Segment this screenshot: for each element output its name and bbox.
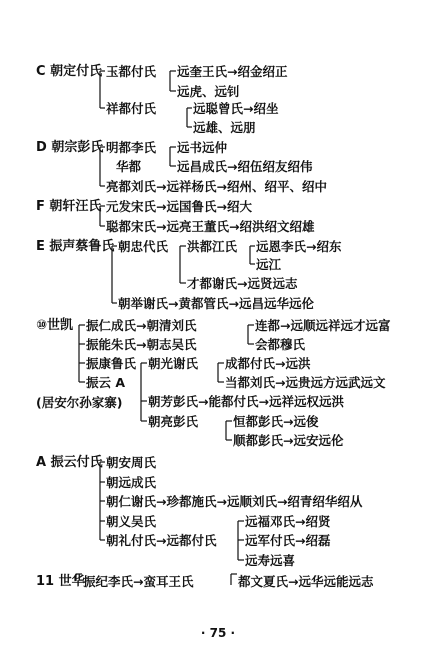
section-d-node-3: 亮都刘氏→远祥杨氏→绍州、绍平、绍中 xyxy=(106,179,327,194)
gen10-node-1: 振仁成氏→朝清刘氏 xyxy=(86,318,197,333)
section-a-node-3: 朝仁谢氏→珍都施氏→远顺刘氏→绍青绍华绍从 xyxy=(106,494,363,509)
gen11-node-2: 都文夏氏→远华远能远志 xyxy=(238,574,374,589)
section-c-node-1a: 远奎王氏→绍金绍正 xyxy=(177,64,288,79)
gen10-node-4b1: 恒都彭氏→远俊 xyxy=(233,414,319,429)
gen11-head: 11 世华 xyxy=(36,574,85,589)
gen10-node-3a: 朝光谢氏 xyxy=(148,356,199,371)
section-a-node-5a: 远福邓氏→绍贤 xyxy=(245,514,331,529)
gen10-node-1a: 连都→远顺远祥远才远富 xyxy=(255,318,391,333)
gen10-node-1b: 会都穆氏 xyxy=(255,337,306,352)
gen10-node-4b: 朝亮彭氏 xyxy=(148,414,199,429)
section-d-node-2a: 远昌成氏→绍伍绍友绍伟 xyxy=(177,159,313,174)
section-a-node-5b: 远军付氏→绍磊 xyxy=(245,533,331,548)
section-c-node-2: 祥都付氏 xyxy=(106,101,157,116)
section-f-node-2: 聪都宋氏→远亮王董氏→绍洪绍文绍雄 xyxy=(106,219,315,234)
section-c-node-1: 玉都付氏 xyxy=(106,64,157,79)
section-e-node-1b: 才都谢氏→远贤远志 xyxy=(187,276,298,291)
section-e-node-1a2: 远江 xyxy=(256,257,282,272)
gen10-node-3a2: 当都刘氏→远贵远方远武远文 xyxy=(225,375,386,390)
section-a-node-5: 朝礼付氏→远都付氏 xyxy=(106,533,217,548)
section-a-node-2: 朝远成氏 xyxy=(106,475,157,490)
gen10-head: ⑩世凯 xyxy=(36,318,74,333)
section-e-node-1a: 洪都江氏 xyxy=(187,239,238,254)
page-number: · 75 · xyxy=(200,626,236,640)
gen10-node-3a1: 成都付氏→远洪 xyxy=(225,356,311,371)
section-e-node-2: 朝举谢氏→黄都管氏→远昌远华远伦 xyxy=(118,296,314,311)
section-e-node-1: 朝忠代氏 xyxy=(118,239,169,254)
section-c-node-2a: 远聪曾氏→绍坐 xyxy=(193,101,279,116)
section-e-head: E 振声蔡鲁氏 xyxy=(36,239,115,254)
section-a-head: A 振云付氏 xyxy=(36,455,103,470)
gen10-note: (居安尔孙家寨) xyxy=(36,395,123,410)
section-e-node-1a1: 远恩李氏→绍东 xyxy=(256,239,342,254)
section-f-node-1: 元发宋氏→远国鲁氏→绍大 xyxy=(106,199,252,214)
section-f-head: F 朝轩汪氏 xyxy=(36,199,102,214)
section-d-head: D 朝宗彭氏 xyxy=(36,140,104,155)
section-c-node-2b: 远雄、远朋 xyxy=(193,120,256,135)
section-c-node-1b: 远虎、远钊 xyxy=(177,84,240,99)
section-d-node-1: 明都李氏 xyxy=(106,140,157,155)
section-a-node-5c: 远寿远喜 xyxy=(245,553,296,568)
gen10-node-2: 振能朱氏→朝志吴氏 xyxy=(86,337,197,352)
section-a-node-1: 朝安周氏 xyxy=(106,455,157,470)
gen10-node-4: 振云 A xyxy=(86,375,126,390)
section-a-node-4: 朝义吴氏 xyxy=(106,514,157,529)
section-c-head: C 朝定付氏 xyxy=(36,64,103,79)
gen10-node-4b2: 顺都彭氏→远安远伦 xyxy=(233,433,344,448)
gen11-node-1: 振纪李氏→蛮耳王氏 xyxy=(83,574,194,589)
section-d-node-1a: 远书远仲 xyxy=(177,140,228,155)
gen10-node-4a: 朝芳彭氏→能都付氏→远祥远权远洪 xyxy=(148,394,344,409)
gen10-node-3: 振康鲁氏 xyxy=(86,356,137,371)
section-d-node-2: 华都 xyxy=(116,159,142,174)
